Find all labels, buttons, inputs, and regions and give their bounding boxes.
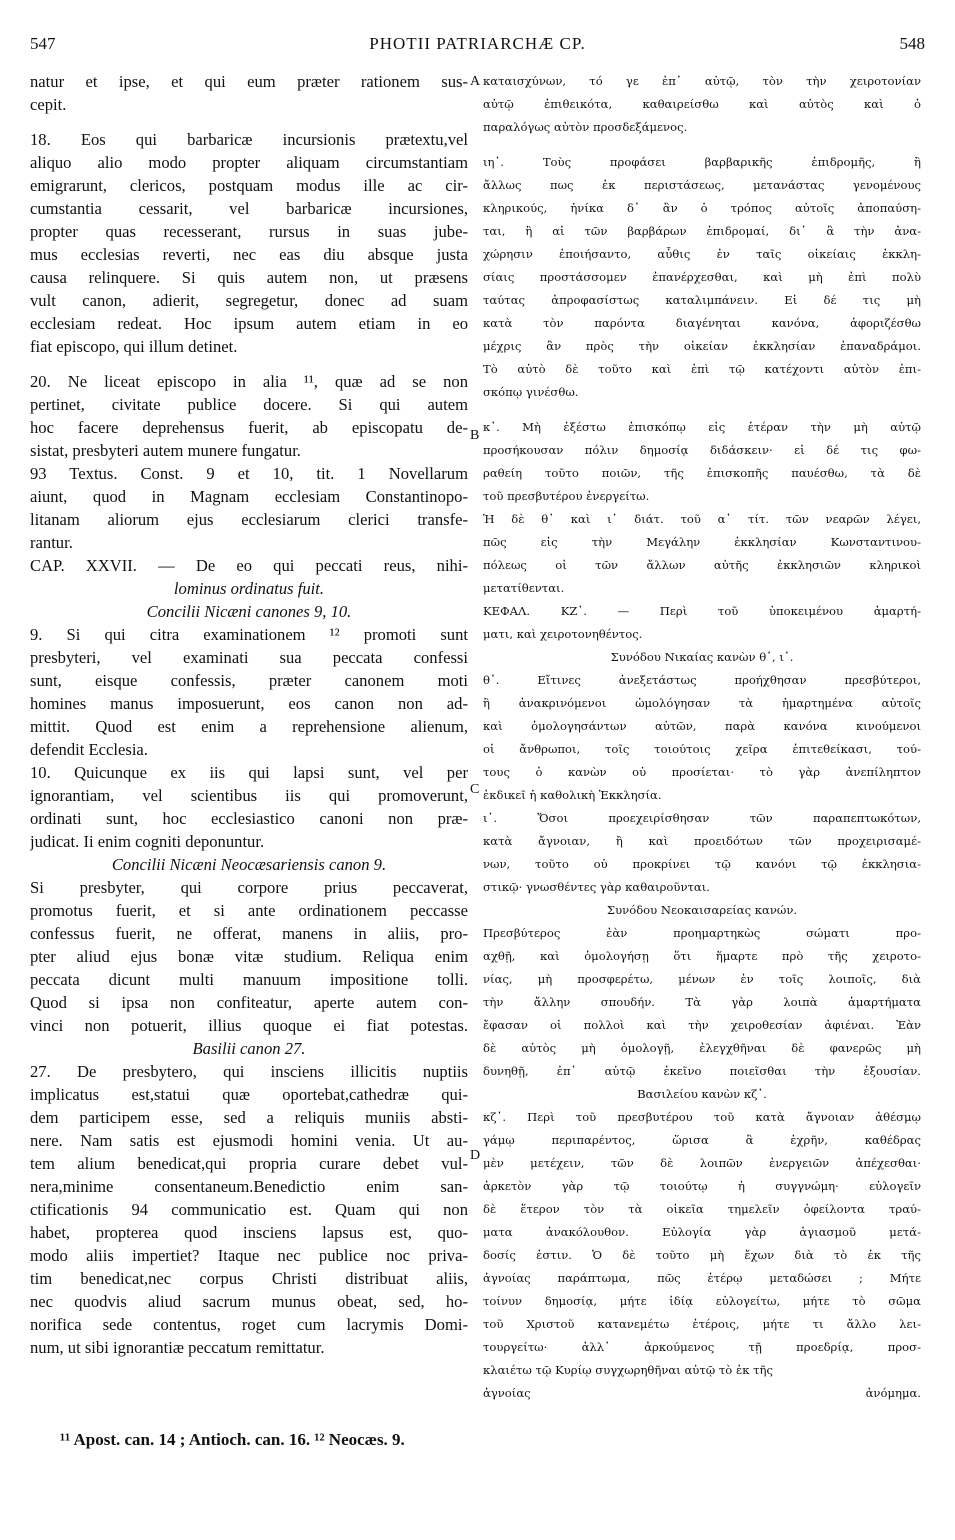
text-line: χώρησιν ἐποιήσαντο, αὖθις ἐν ταῖς οἰκείαις ἐκκλη- — [483, 247, 921, 261]
text-line: τοῦ πρεσβυτέρου ἐνεργείτω. — [483, 489, 650, 503]
text-line: καὶ ὁμολογησάντων αὐτῶν, παρὰ κανόνα κινούμενοι — [483, 719, 921, 733]
text-line: τουργείτω· ἀλλ᾽ ἀρκούμενος τῇ προεδρίᾳ, προσ- — [483, 1340, 921, 1354]
text-line: rantur. — [30, 533, 73, 552]
text-line: κατὰ τὸν παρόντα διαγένηται κανόνα, ἀφοριζέσθω — [483, 316, 921, 330]
text-line: ι᾽. Ὅσοι προεχειρίσθησαν τῶν παραπεπτωκότων, — [483, 811, 921, 825]
text-line: cumstantia cessarit, vel barbaricæ incursiones, — [30, 199, 468, 218]
text-line: Βασιλείου κανὼν κζ᾽. — [637, 1087, 767, 1101]
text-line: tim benedicat,nec corpus Christi distribuat aliis, — [30, 1269, 468, 1288]
text-line: καταισχύνων, τό γε ἐπ᾽ αὐτῷ, τὸν τὴν χειροτονίαν — [483, 74, 921, 88]
text-line: presbyteri, vel examinati sua peccata confessi — [30, 648, 468, 667]
text-line: τοῦ Χριστοῦ κατανεμέτω ἑτέροις, μήτε τι ἄλλο λει- — [483, 1317, 921, 1331]
text-line: emigrarunt, clericos, postquam modus ille ac cir- — [30, 176, 468, 195]
text-line: κ᾽. Μὴ ἐξέστω ἐπισκόπῳ εἰς ἑτέραν τὴν μὴ αὐτῷ — [483, 420, 921, 434]
paragraph-gap — [483, 139, 921, 151]
text-line: Si presbyter, qui corpore prius peccaverat, — [30, 878, 468, 897]
text-line: ἀγνοίας παράπτωμα, πῶς ἑτέρῳ μεταδώσει ; Μήτε — [483, 1271, 921, 1285]
text-line: mus ecclesias reverti, nec eas diu absque justa — [30, 245, 468, 264]
text-line: Quod si ipsa non confiteatur, aperte autem con- — [30, 993, 468, 1012]
text-line: aiunt, quod in Magnam ecclesiam Constantinopo- — [30, 487, 468, 506]
text-line: δοσίς ἐστιν. Ὁ δὲ τοῦτο μὴ ἔχων διὰ τὸ ἐκ τῆς — [483, 1248, 921, 1262]
text-line: ἄλλως πως ἐκ περιστάσεως, μετανάστας γενομένους — [483, 178, 921, 192]
text-line: Συνόδου Νικαίας κανὼν θ᾽, ι᾽. — [610, 650, 794, 664]
text-line: οἱ ἄνθρωποι, τοῖς τοιούτοις χεῖρα ἐπιτεθείκασι, τού- — [483, 742, 921, 756]
text-line: δὲ ἕτερον τὸν τὰ οἰκεῖα τημελεῖν ὀφείλοντα τραύ- — [483, 1202, 921, 1216]
text-line: litanam aliorum ejus ecclesiarum clerici transfe- — [30, 510, 468, 529]
text-line: Συνόδου Νεοκαισαρείας κανών. — [606, 903, 798, 917]
text-line: ἀρκετὸν γὰρ τῷ τοιούτῳ ἡ συγγνώμη· εὐλογεῖν — [483, 1179, 921, 1193]
text-line: κλαιέτω τῷ Κυρίῳ συγχωρηθῆναι αὐτῷ τὸ ἐκ τῆς — [483, 1363, 773, 1377]
text-line: ΚΕΦΑΛ. ΚΖ᾽. — Περὶ τοῦ ὑποκειμένου ἁμαρτή- — [483, 604, 921, 618]
text-line: κατὰ ἄγνοιαν, ἢ καὶ προειδότων τῶν προχειρισαμέ- — [483, 834, 921, 848]
text-line: Τὸ αὐτὸ δὲ τοῦτο καὶ ἐπὶ τῷ κατέχοντι αὐτὸν ἐπι- — [483, 362, 921, 376]
text-line: νίας, μὴ προσφερέτω, μένων ἐν τοῖς λοιποῖς, διὰ — [483, 972, 921, 986]
text-line: judicat. Ii enim cogniti deponuntur. — [30, 832, 265, 851]
text-line: 18. Eos qui barbaricæ incursionis prætextu,vel — [30, 130, 468, 149]
text-line: defendit Ecclesia. — [30, 740, 148, 759]
paragraph-gap — [483, 404, 921, 416]
text-line: πόλεως οἱ τῶν ἄλλων αὐτῆς ἐκκλησιῶν κληρικοὶ — [483, 558, 921, 572]
text-line: 10. Quicunque ex iis qui lapsi sunt, vel per — [30, 763, 468, 782]
text-line: sunt, eisque confessis, præter canonem moti — [30, 671, 468, 690]
text-line: habet, propterea quod insciens lapsus est, quo- — [30, 1223, 468, 1242]
text-line: nere. Nam satis est ejusmodi homini venia. Ut au- — [30, 1131, 468, 1150]
text-line: num, ut sibi ignorantiæ peccatum remittatur. — [30, 1338, 325, 1357]
text-line: promotus fuerit, et si ante ordinationem peccasse — [30, 901, 468, 920]
text-line: γάμῳ περιπαρέντος, ὥρισα ἃ ἐχρῆν, καθέδρας — [483, 1133, 921, 1147]
text-line: pter aliud ejus bonæ vitæ studium. Reliqua enim — [30, 947, 468, 966]
text-line: natur et ipse, et qui eum præter rationem sus- — [30, 72, 468, 91]
text-line: lominus ordinatus fuit. — [173, 579, 325, 598]
text-line: norifica sede contentus, roget cum lacrymis Domi- — [30, 1315, 468, 1334]
text-line: ραθείη τοῦτο ποιῶν, τῆς ἐπισκοπῆς παυέσθω, τὰ δὲ — [483, 466, 921, 480]
text-line: pertinet, civitate publice docere. Si qui autem — [30, 395, 468, 414]
margin-letter: B — [470, 428, 480, 443]
text-line: CAP. XXVII. — De eo qui peccati reus, nihi- — [30, 556, 468, 575]
text-line: Concilii Nicæni canones 9, 10. — [146, 602, 352, 621]
text-line: sistat, presbyteri autem munere fungatur. — [30, 441, 301, 460]
paragraph-gap — [30, 358, 468, 370]
text-line: implicatus est,statui quæ oportebat,cathedræ qui- — [30, 1085, 468, 1104]
text-line: ecclesiam redeat. Hoc ipsum autem etiam in eo — [30, 314, 468, 333]
text-line: homines manus imposuerunt, eos canon non ad- — [30, 694, 468, 713]
text-line: vult canon, adierit, segregetur, donec ad suam — [30, 291, 468, 310]
text-line: νων, τοῦτο οὐ προκρίνει τῷ κανόνι τῷ ἐκκλησια- — [483, 857, 921, 871]
text-line: τοίνυν δημοσίᾳ, μήτε ἰδίᾳ εὐλογείτω, μήτε τὸ σῶμα — [483, 1294, 921, 1308]
running-title: PHOTII PATRIARCHÆ CP. — [369, 34, 586, 53]
text-line: nera,minime consentaneum.Benedictio enim san- — [30, 1177, 468, 1196]
latin-column — [30, 70, 468, 1359]
text-line: ctificationis 94 communicatio est. Quam qui non — [30, 1200, 468, 1219]
text-line: 9. Si qui citra examinationem ¹² promoti sunt — [30, 625, 468, 644]
text-line: ματα ἀνακόλουθον. Εὐλογία γὰρ ἁγιασμοῦ μετά- — [483, 1225, 921, 1239]
text-line: 20. Ne liceat episcopo in alia ¹¹, quæ ad se non — [30, 372, 468, 391]
text-line: τὴν ἄλλην σπουδήν. Τὰ γὰρ λοιπὰ ἁμαρτήματα — [483, 995, 921, 1009]
text-line: ἀγνοίας ἀνόμημα. — [483, 1386, 921, 1400]
text-line: confessus fuerit, ne offerat, manens in aliis, pro- — [30, 924, 468, 943]
text-line: μὲν μετέχειν, τῶν δὲ λοιπῶν ἐνεργειῶν ἀπέχεσθαι· — [483, 1156, 921, 1170]
text-line: προσήκουσαν πόλιν δημοσίᾳ διδάσκειν· εἰ δέ τις φω- — [483, 443, 921, 457]
text-line: 93 Textus. Const. 9 et 10, tit. 1 Novellarum — [30, 464, 468, 483]
text-line: ματι, καὶ χειροτονηθέντος. — [483, 627, 643, 641]
text-line: peccata dicunt multi manuum impositione tolli. — [30, 970, 468, 989]
text-line: tem alium benedicat,qui propria curare debet vul- — [30, 1154, 468, 1173]
text-line: fiat episcopo, qui illum detinet. — [30, 337, 238, 356]
text-line: vinci non potuerit, illius quoque ei fiat potestas. — [30, 1016, 468, 1035]
text-line: σκόπῳ γινέσθω. — [483, 385, 579, 399]
paragraph-gap — [30, 116, 468, 128]
text-line: modo aliis impertiet? Itaque nec publice noc priva- — [30, 1246, 468, 1265]
text-line: Concilii Nicæni Neocæsariensis canon 9. — [111, 855, 387, 874]
margin-letter: A — [470, 74, 481, 89]
text-line: κζ᾽. Περὶ τοῦ πρεσβυτέρου τοῦ κατὰ ἄγνοιαν ἀθέσμῳ — [483, 1110, 921, 1124]
text-line: 27. De presbytero, qui insciens illicitis nuptiis — [30, 1062, 468, 1081]
text-line: δυνηθῇ, ἐπ᾽ αὐτῷ ἐκεῖνο ποιεῖσθαι τὴν ἐξουσίαν. — [483, 1064, 921, 1078]
page-number-left: 547 — [30, 34, 56, 53]
text-line: μετατίθενται. — [483, 581, 565, 595]
text-line: αχθῇ, καὶ ὁμολογήσῃ ὅτι ἥμαρτε πρὸ τῆς χειροτο- — [483, 949, 921, 963]
text-line: Πρεσβύτερος ἐὰν προημαρτηκὼς σώματι προ- — [483, 926, 921, 940]
text-line: δὲ αὐτὸς μὴ ὁμολογῇ, ἐλεγχθῆναι δὲ φανερῶς μὴ — [483, 1041, 921, 1055]
margin-letter: C — [470, 782, 480, 797]
text-line: propter quas recesserant, rursus in suas jube- — [30, 222, 468, 241]
text-line: hoc facere deprehensus fuerit, ab episcopatu de- — [30, 418, 468, 437]
text-line: Ἡ δὲ θ᾽ καὶ ι᾽ διάτ. τοῦ α᾽ τίτ. τῶν νεαρῶν λέγει, — [483, 512, 921, 526]
text-line: πῶς εἰς τὴν Μεγάλην ἐκκλησίαν Κωνσταντινου- — [483, 535, 921, 549]
text-line: κληρικούς, ἡνίκα δ᾽ ἂν ὁ τρόπος αὐτοῖς ἀποπαύση- — [483, 201, 921, 215]
text-line: mittit. Quod est enim a reprehensione alienum, — [30, 717, 468, 736]
text-line: παραλόγως αὐτὸν προσδεξάμενος. — [483, 120, 688, 134]
text-line: τους ὁ κανὼν οὐ προσίεται· τὸ γὰρ ἀνεπίληπτον — [483, 765, 921, 779]
text-line: ιη᾽. Τοὺς προφάσει βαρβαρικῆς ἐπιδρομῆς, ἢ — [483, 155, 921, 169]
text-line: ἔφασαν οἱ πολλοὶ καὶ τὴν χειροθεσίαν ἀφιέναι. Ἐὰν — [483, 1018, 921, 1032]
text-line: dem participem esse, sed a reliquis muniis absti- — [30, 1108, 468, 1127]
text-line: αὐτῷ ἐπιθεικότα, καθαιρείσθω καὶ αὐτὸς καὶ ὁ — [483, 97, 921, 111]
text-line: σίαις προστάσσομεν ἐπανέρχεσθαι, καὶ μὴ ἐπὶ πολὺ — [483, 270, 921, 284]
footnotes: ¹¹ Apost. can. 14 ; Antioch. can. 16. ¹² Neocæs. 9. — [60, 1430, 405, 1449]
page-number-right: 548 — [899, 34, 925, 53]
text-line: causa relinquere. Si quis autem non, ut præsens — [30, 268, 468, 287]
text-line: στικῷ· γνωσθέντες γὰρ καθαιροῦνται. — [483, 880, 710, 894]
text-line: ἢ ἀνακρινόμενοι ὡμολόγησαν τὰ ἡμαρτημένα αὐτοῖς — [483, 696, 921, 710]
text-line: μέχρις ἂν πρὸς τὴν οἰκείαν ἐκκλησίαν ἐπαναδράμοι. — [483, 339, 921, 353]
text-line: ταύτας ἀπροφασίστως καταλιμπάνειν. Εἰ δέ τις μὴ — [483, 293, 921, 307]
running-header — [30, 34, 925, 58]
text-line: ordinati sunt, hoc ecclesiastico canoni non præ- — [30, 809, 468, 828]
text-line: ται, ἢ αἱ τῶν βαρβάρων ἐπιδρομαί, δι᾽ ἃ τὴν ἀνα- — [483, 224, 921, 238]
text-line: θ᾽. Εἴτινες ἀνεξετάστως προήχθησαν πρεσβύτεροι, — [483, 673, 921, 687]
text-line: ἐκδικεῖ ἡ καθολικὴ Ἐκκλησία. — [483, 788, 662, 802]
margin-letter: D — [470, 1148, 481, 1163]
greek-column — [483, 70, 921, 1405]
text-line: aliquo alio modo propter aliquam circumstantiam — [30, 153, 468, 172]
text-line: Basilii canon 27. — [192, 1039, 306, 1058]
text-line: ignorantiam, vel scientibus iis qui promoverunt, — [30, 786, 468, 805]
text-line: nec quodvis aliud sacrum munus obeat, sed, ho- — [30, 1292, 468, 1311]
text-line: cepit. — [30, 95, 67, 114]
